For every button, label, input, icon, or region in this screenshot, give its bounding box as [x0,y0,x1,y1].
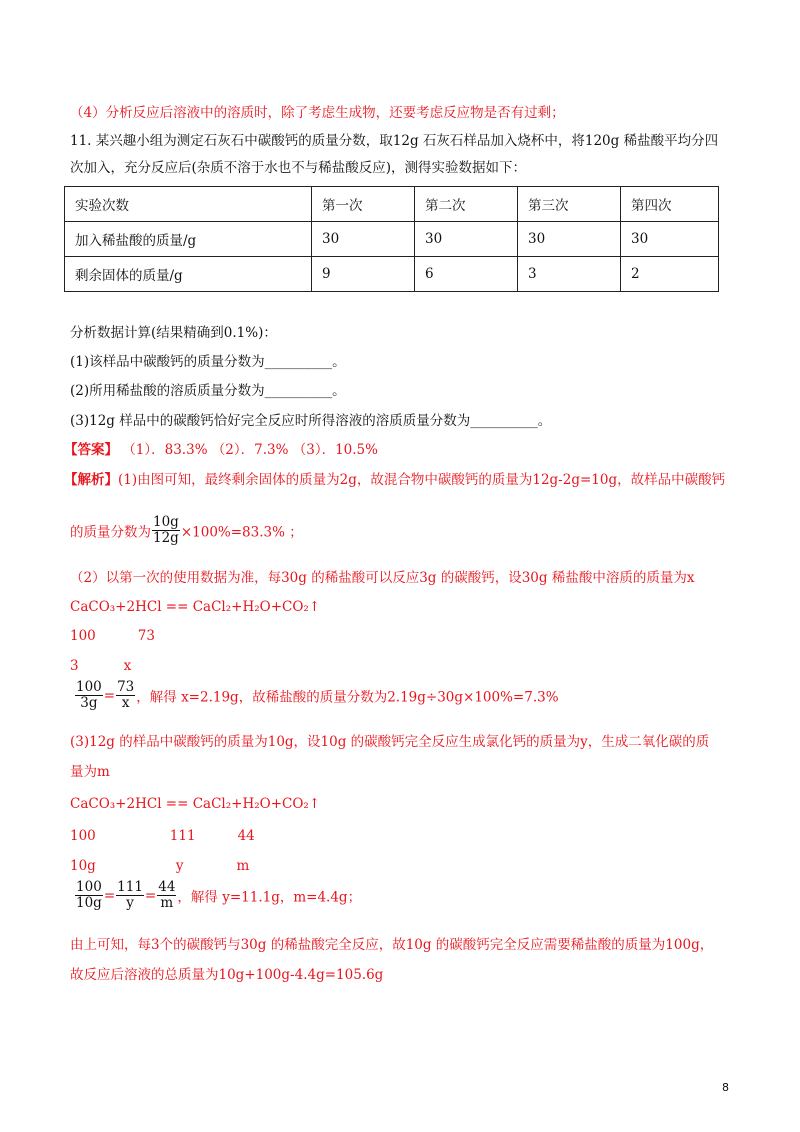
equation-a-quantities [70,656,131,676]
fraction-100-over-10g [75,880,103,911]
analysis-text-1: (1)由图可知，最终剩余固体的质量为2g，故混合物中碳酸钙的质量为12g-2g=10g，故样品中碳酸钙 [118,472,726,488]
table-cell: 6 [415,257,518,292]
analysis-point-4: （4）分析反应后溶液中的溶质时，除了考虑生成物，还要考虑反应物是否有过剩； [70,105,565,121]
equation-a-coefficients [70,626,155,646]
table-row [65,222,719,257]
fraction-numerator: 73 [117,679,135,695]
analysis-line-5: 故反应后溶液的总质量为10g+100g-4.4g=105.6g [70,967,384,983]
molar-mass-co2: 44 [237,828,255,844]
sub-question-1: (1)该样品中碳酸钙的质量分数为__________。 [70,354,346,370]
molar-mass-caco3: 100 [70,828,96,844]
fraction-numerator: 111 [117,879,143,895]
table-header-cell: 第三次 [518,187,621,222]
answer-text: （1）．83.3% （2）．7.3% （3）．10.5% [118,442,378,458]
mass-caco3: 10g [70,858,96,874]
table-cell: 30 [415,222,518,257]
molar-mass-hcl: 73 [137,628,155,644]
equation-b-quantities [70,856,249,876]
table-cell: 30 [621,222,719,257]
fraction-numerator: 100 [76,679,102,695]
table-cell: 加入稀盐酸的质量/g [65,222,312,257]
fraction-denominator: 3g [80,695,98,711]
table-header-cell: 第四次 [621,187,719,222]
molar-mass-cacl2: 111 [169,828,196,844]
fraction-denominator: y [126,895,134,911]
fraction-numerator: 100 [76,879,102,895]
analysis-1b-suffix: ×100%=83.3% ； [180,524,303,541]
equation-b-coefficients [70,826,255,846]
mass-hcl-x: x [123,658,132,674]
fraction-denominator: m [160,895,174,911]
mass-cacl2-y: y [175,858,184,874]
proportion-line-a [74,680,559,711]
mass-co2-m: m [236,858,250,874]
table-cell: 30 [312,222,415,257]
fraction-10g-over-12g [152,515,180,546]
answer-tag: 【答案】 [64,442,118,458]
table-header-cell: 第二次 [415,187,518,222]
table-cell: 2 [621,257,719,292]
equals-sign: = [144,887,157,904]
table-header-cell: 第一次 [312,187,415,222]
table-header-cell: 实验次数 [65,187,312,222]
analysis-line-4: 由上可知，每3个的碳酸钙与30g 的稀盐酸完全反应，故10g 的碳酸钙完全反应需要稀盐酸的质量为100g， [70,937,714,953]
experiment-data-table [64,186,719,292]
fraction-denominator: x [121,695,130,711]
sub-question-3: (3)12g 样品中的碳酸钙恰好完全反应时所得溶液的溶质质量分数为__________。 [70,413,552,429]
fraction-111-over-y [116,880,144,911]
analysis-tag: 【解析】 [64,472,118,488]
proportion-line-b [74,880,361,911]
fraction-denominator: 10g [76,895,102,911]
fraction-denominator: 12g [153,530,179,546]
fraction-100-over-3g [75,680,103,711]
table-cell: 3 [518,257,621,292]
table-header-row [65,187,719,222]
question-11-line-1: 11. 某兴趣小组为测定石灰石中碳酸钙的质量分数，取12g 石灰石样品加入烧杯中，将120g 稀盐酸平均分四 [70,133,719,149]
proportion-a-result: ，解得 x=2.19g，故稀盐酸的质量分数为2.19g÷30g×100%=7.3% [136,689,559,706]
analysis-line-1b [70,515,303,546]
question-11-line-2: 次加入，充分反应后(杂质不溶于水也不与稀盐酸反应)，测得实验数据如下： [70,160,527,176]
page-number: 8 [722,1081,729,1094]
table-row [65,257,719,292]
fraction-73-over-x [116,680,135,711]
sub-question-2: (2)所用稀盐酸的溶质质量分数为__________。 [70,383,346,399]
chemical-equation-b: CaCO₃+2HCl == CaCl₂+H₂O+CO₂↑ [70,796,321,812]
table-cell: 9 [312,257,415,292]
analysis-line-2: （2）以第一次的使用数据为准，每30g 的稀盐酸可以反应3g 的碳酸钙，设30g 稀盐酸中溶质的质量为x [70,570,695,586]
table-cell: 30 [518,222,621,257]
analysis-line-3a: (3)12g 的样品中碳酸钙的质量为10g，设10g 的碳酸钙完全反应生成氯化钙的质量为y，生成二氧化碳的质 [70,734,710,750]
fraction-numerator: 44 [158,879,176,895]
analysis-1b-prefix: 的质量分数为 [70,524,151,541]
proportion-b-result: ，解得 y=11.1g，m=4.4g； [177,889,362,906]
fraction-numerator: 10g [153,514,179,530]
table-cell: 剩余固体的质量/g [65,257,312,292]
molar-mass-caco3: 100 [70,628,96,644]
answer-line [64,440,378,460]
chemical-equation-a: CaCO₃+2HCl == CaCl₂+H₂O+CO₂↑ [70,599,321,615]
analysis-intro: 分析数据计算(结果精确到0.1%)： [70,325,277,341]
analysis-line-3b: 量为m [70,764,110,780]
equals-sign: = [103,887,116,904]
fraction-44-over-m [157,880,176,911]
equals-sign: = [103,687,116,704]
analysis-line-1 [64,470,725,490]
mass-caco3: 3 [70,658,79,674]
